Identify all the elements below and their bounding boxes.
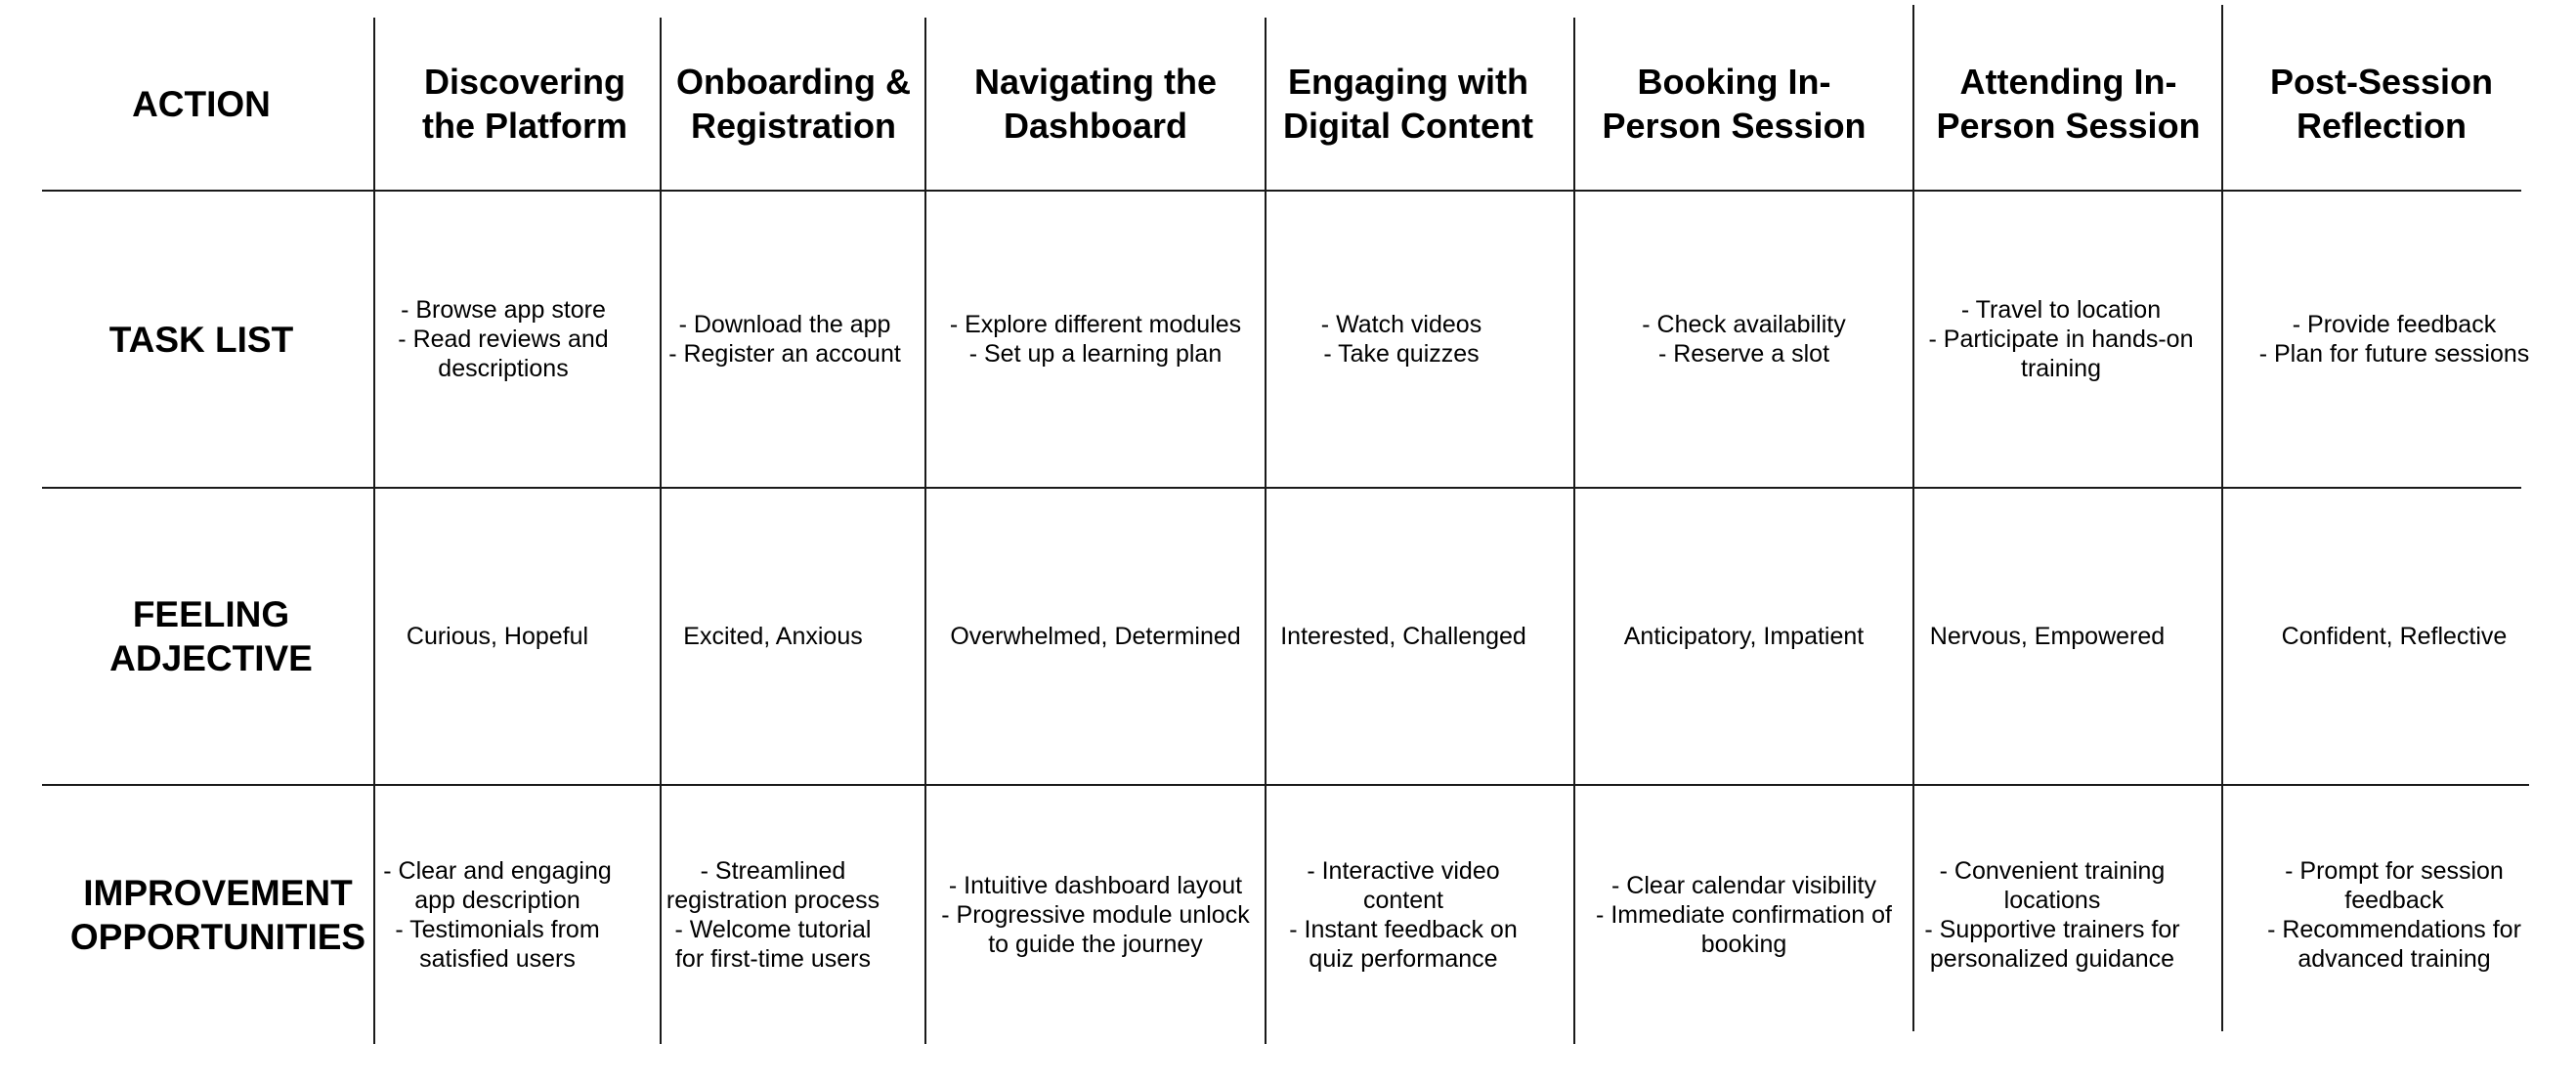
feeling-text: Curious, Hopeful (406, 623, 589, 650)
stage-title-line: Person Session (1602, 106, 1867, 146)
stage-7-feeling (2223, 489, 2565, 784)
stage-4-tasks (1267, 192, 1536, 487)
stage-title-line: Discovering (423, 62, 626, 102)
task-line: - Travel to location (1960, 296, 2162, 324)
improvement-line: quiz performance (1309, 945, 1498, 973)
stage-title-line: Post-Session (2269, 62, 2494, 102)
task-line: - Provide feedback (2292, 311, 2497, 338)
improvement-line: - Intuitive dashboard layout (948, 872, 1243, 899)
stage-1-header (375, 18, 674, 190)
improvement-line: booking (1700, 931, 1787, 958)
stage-title-line: Onboarding & (676, 62, 911, 102)
stage-title-line: the Platform (421, 106, 628, 146)
stage-title-line: Attending In- (1959, 62, 2177, 102)
stage-title-line: Registration (690, 106, 897, 146)
stage-2-header (662, 18, 925, 190)
row-label-task-list-text: TASK LIST (108, 319, 294, 360)
improvement-line: - Streamlined (700, 857, 846, 885)
improvement-line: - Progressive module unlock (941, 901, 1250, 929)
improvement-line: - Convenient training (1939, 857, 2166, 885)
task-line: - Read reviews and (398, 326, 609, 353)
feeling-text: Anticipatory, Impatient (1623, 623, 1865, 650)
improvement-line: - Interactive video (1307, 857, 1500, 885)
feeling-text: Overwhelmed, Determined (950, 623, 1241, 650)
improvement-line: app description (414, 887, 580, 914)
stage-title-line: Digital Content (1283, 106, 1533, 146)
task-line: - Set up a learning plan (968, 340, 1223, 368)
stage-4-feeling (1267, 489, 1540, 784)
row-label-improvement-line: IMPROVEMENT (83, 873, 353, 913)
row-label-action (42, 18, 361, 190)
stage-title-line: Booking In- (1637, 62, 1831, 102)
stage-2-improvements (662, 786, 884, 1044)
stage-3-improvements (926, 786, 1265, 1044)
stage-title-line: Navigating the (973, 62, 1218, 102)
improvement-line: satisfied users (419, 945, 576, 973)
feeling-text: Nervous, Empowered (1929, 623, 2166, 650)
stage-6-improvements (1914, 786, 2190, 1044)
stage-title-line: Dashboard (1003, 106, 1188, 146)
task-line: training (2021, 355, 2101, 382)
improvement-line: - Recommendations for (2267, 916, 2521, 943)
stage-title-line: Reflection (2296, 106, 2468, 146)
row-label-feeling-line: ADJECTIVE (109, 638, 313, 678)
task-line: - Reserve a slot (1657, 340, 1830, 368)
stage-6-header (1914, 18, 2222, 190)
stage-6-feeling (1914, 489, 2180, 784)
stage-1-feeling (375, 489, 620, 784)
stage-7-tasks (2223, 192, 2565, 487)
improvement-line: advanced training (2297, 945, 2491, 973)
improvement-line: for first-time users (674, 945, 872, 973)
stage-6-tasks (1914, 192, 2208, 487)
row-label-feeling (59, 489, 364, 784)
improvement-line: to guide the journey (988, 931, 1203, 958)
row-label-improvement-line: OPPORTUNITIES (69, 917, 366, 957)
stage-2-tasks (662, 192, 908, 487)
improvement-line: registration process (665, 887, 880, 914)
improvement-line: - Welcome tutorial (674, 916, 872, 943)
task-line: - Explore different modules (949, 311, 1242, 338)
stage-2-feeling (662, 489, 884, 784)
task-line: - Plan for future sessions (2258, 340, 2530, 368)
task-line: - Check availability (1642, 311, 1846, 338)
stage-3-tasks (926, 192, 1265, 487)
stage-1-tasks (375, 192, 631, 487)
improvement-line: - Clear and engaging (383, 857, 612, 885)
task-line: - Register an account (668, 340, 901, 368)
improvement-line: personalized guidance (1929, 945, 2175, 973)
row-label-feeling-line: FEELING (132, 594, 290, 634)
improvement-line: - Immediate confirmation of (1596, 901, 1892, 929)
improvement-line: - Instant feedback on (1289, 916, 1518, 943)
feeling-text: Excited, Anxious (683, 623, 863, 650)
stage-4-header (1267, 18, 1550, 190)
improvement-line: - Supportive trainers for (1924, 916, 2180, 943)
improvement-line: - Clear calendar visibility (1611, 872, 1876, 899)
stage-title-line: Engaging with (1288, 62, 1528, 102)
stage-7-improvements (2223, 786, 2565, 1044)
improvement-line: - Testimonials from (395, 916, 600, 943)
stage-4-improvements (1267, 786, 1540, 1044)
feeling-text: Interested, Challenged (1280, 623, 1526, 650)
feeling-text: Confident, Reflective (2281, 623, 2508, 650)
stage-title-line: Person Session (1936, 106, 2201, 146)
stage-5-header (1575, 18, 1893, 190)
stage-5-tasks (1575, 192, 1912, 487)
stage-3-header (926, 18, 1265, 190)
task-line: descriptions (438, 355, 569, 382)
row-label-action-text: ACTION (132, 83, 271, 124)
improvement-line: content (1362, 887, 1443, 914)
task-line: - Browse app store (401, 296, 606, 324)
stage-5-feeling (1575, 489, 1912, 784)
improvement-line: feedback (2344, 887, 2444, 914)
row-label-task-list (42, 192, 361, 487)
task-line: - Take quizzes (1323, 340, 1480, 368)
stage-3-feeling (926, 489, 1265, 784)
row-label-improvement (42, 786, 394, 1044)
task-line: - Participate in hands-on (1928, 326, 2194, 353)
improvement-line: locations (2003, 887, 2101, 914)
stage-5-improvements (1575, 786, 1912, 1044)
task-line: - Download the app (678, 311, 891, 338)
improvement-line: - Prompt for session (2285, 857, 2504, 885)
task-line: - Watch videos (1320, 311, 1482, 338)
stage-1-improvements (375, 786, 620, 1044)
stage-7-header (2223, 18, 2540, 190)
